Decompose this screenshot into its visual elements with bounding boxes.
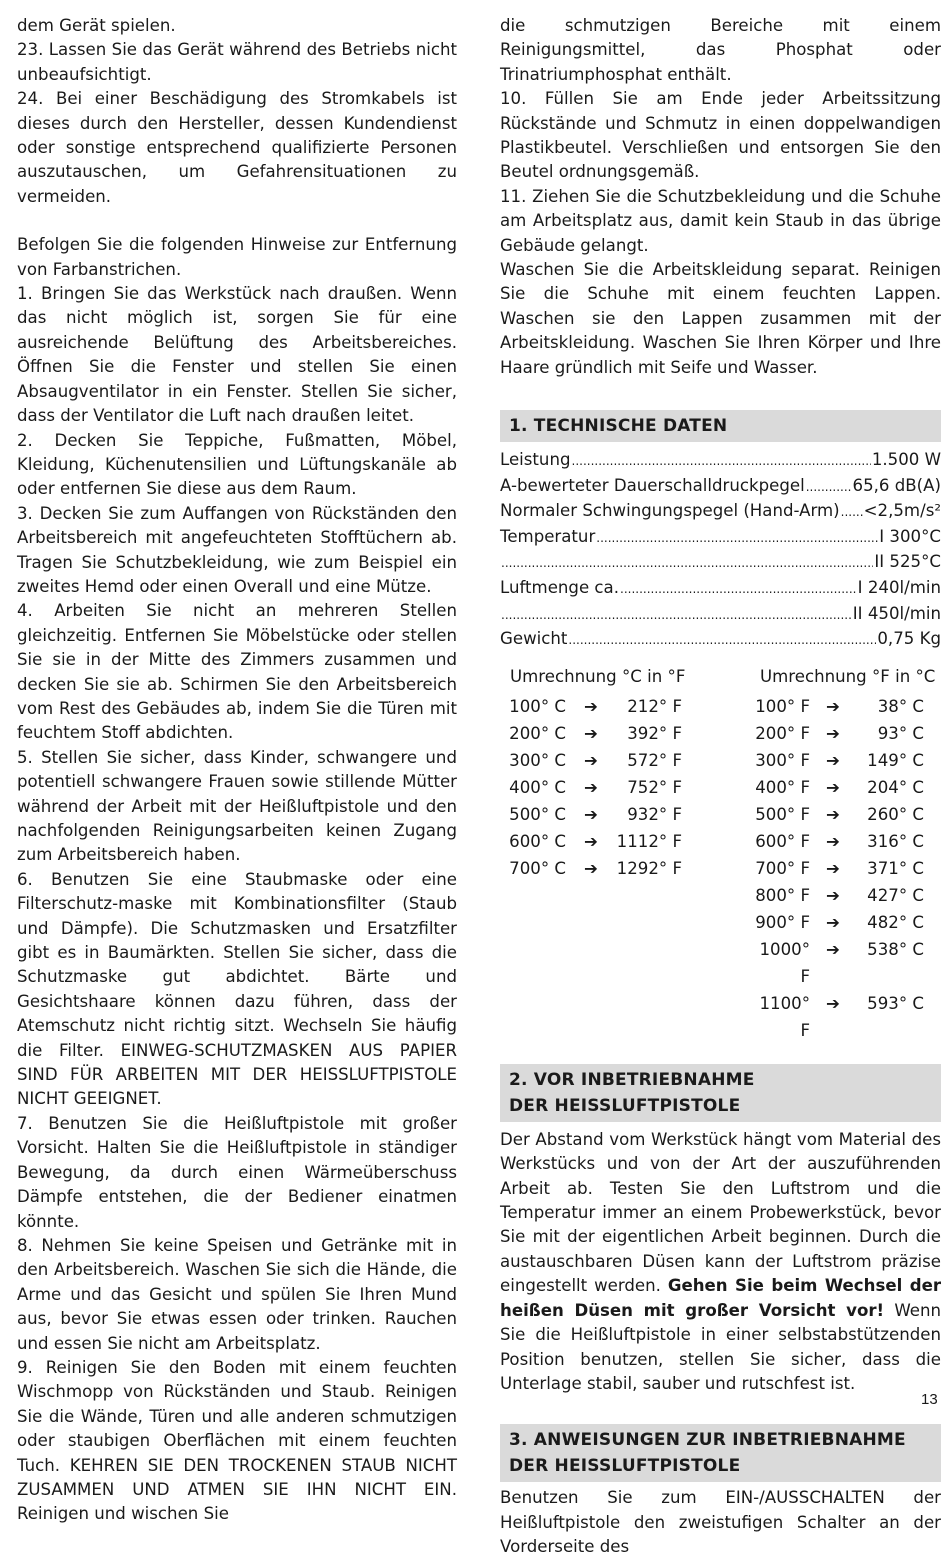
celsius-value: 371° C xyxy=(867,858,924,878)
spec-value: I 240l/min xyxy=(857,578,941,598)
fahrenheit-value: 900° F xyxy=(755,912,810,932)
paint-step-6: 6. Benutzen Sie eine Staubmaske oder eine Filterschutz-maske mit Kombinationsfilter (Staub und Dämpfe). Die Schutzmasken und Ersatzfilter gibt es in Baumärkten. Stellen Sie sicher, dass die Schutzmaske gut abdichtet. Bärte und Gesichtshaare können dazu führen, dass der Atemschutz nicht richtig sitzt. Wechseln Sie häufig die Filter. EINWEG-SCHUTZMASKEN AUS PAPIER SIND FÜR ARBEITEN MIT DER HEISSLUFTPISTOLE NICHT GEEIGNET. xyxy=(17,869,457,1109)
instruction-24: 24. Bei einer Beschädigung des Stromkabels ist dieses durch den Hersteller, dessen Kundendienst oder sonstige entsprechend qualifizierte Personen auszutauschen, um Gefahrensituationen zu vermeiden. xyxy=(17,89,457,206)
celsius-value: 482° C xyxy=(867,912,924,932)
conversion-row xyxy=(750,747,940,774)
section-2-text: Der Abstand vom Werkstück hängt vom Material des Werkstücks und von der Art der auszuführenden Arbeit ab. Testen Sie den Luftstrom und die Temperatur immer an einem Probewerkstück, bevor Sie mit der eigentlichen Arbeit beginnen. Durch die austauschbaren Düsen kann der Luftstrom präzise eingestellt werden. Gehen Sie beim Wechsel der heißen Düsen mit großer Vorsicht vor! Wenn Sie die Heißluftpistole in einer selbstabstützenden Position benutzen, stellen Sie sicher, dass die Unterlage stabil, sauber und rutschfest ist. xyxy=(500,1129,942,1393)
celsius-value: 38° C xyxy=(877,696,924,716)
spec-row xyxy=(500,499,941,525)
conversion-title: Umrechnung °F in °C xyxy=(760,666,936,686)
section-3-text: Benutzen Sie zum EIN-/AUSSCHALTEN der Heißluftpistole den zweistufigen Schalter an der Vorderseite des xyxy=(500,1488,941,1557)
celsius-value: 538° C xyxy=(867,939,924,959)
spec-row xyxy=(500,525,941,551)
arrow-icon: ➔ xyxy=(826,750,840,770)
arrow-icon: ➔ xyxy=(584,858,598,878)
paint-step-11: 11. Ziehen Sie die Schutzbekleidung und die Schuhe am Arbeitsplatz aus, damit kein Staub in das übrige Gebäude gelangt. xyxy=(500,186,941,255)
fahrenheit-value: 200° F xyxy=(755,723,810,743)
conversion-tables xyxy=(500,665,941,1044)
spec-value: <2,5m/s² xyxy=(863,501,941,521)
celsius-value: 149° C xyxy=(867,750,924,770)
fahrenheit-value: 1100° F xyxy=(759,993,810,1040)
fahrenheit-value: 572° F xyxy=(627,750,682,770)
conversion-title: Umrechnung °C in °F xyxy=(510,666,686,686)
conversion-row xyxy=(500,774,750,801)
celsius-value: 600° C xyxy=(509,831,566,851)
spec-name: Temperatur xyxy=(500,526,596,546)
arrow-icon: ➔ xyxy=(826,696,840,716)
paragraph-gap xyxy=(17,209,457,233)
conversion-row xyxy=(500,693,750,720)
section-3-heading-line2: DER HEISSLUFTPISTOLE xyxy=(509,1456,741,1477)
paint-step-9-continued: die schmutzigen Bereiche mit einem Reinigungsmittel, das Phosphat oder Trinatriumphosphat enthält. xyxy=(500,16,941,84)
arrow-icon: ➔ xyxy=(826,912,840,932)
celsius-value: 300° C xyxy=(509,750,566,770)
arrow-icon: ➔ xyxy=(584,804,598,824)
arrow-icon: ➔ xyxy=(826,885,840,905)
conversion-row xyxy=(500,828,750,855)
washing-note: Waschen Sie die Arbeitskleidung separat. Reinigen Sie die Schuhe mit einem feuchten Lappen. Waschen sie den Lappen zusammen mit der Arbeitskleidung. Waschen Sie Ihren Körper und Ihre Haare gründlich mit Seife und Wasser. xyxy=(500,260,941,377)
spec-value: II 525°C xyxy=(874,552,941,572)
page-number: 13 xyxy=(921,1391,938,1408)
celsius-value: 100° C xyxy=(509,696,566,716)
fahrenheit-value: 700° F xyxy=(755,858,810,878)
section-2-heading xyxy=(500,1064,941,1122)
fahrenheit-value: 1000° F xyxy=(759,939,810,986)
arrow-icon: ➔ xyxy=(584,696,598,716)
arrow-icon: ➔ xyxy=(826,804,840,824)
conversion-row xyxy=(750,882,940,909)
spec-name: Normaler Schwingungspegel (Hand-Arm) xyxy=(500,501,840,521)
fahrenheit-value: 392° F xyxy=(627,723,682,743)
conversion-row xyxy=(750,936,940,990)
right-column xyxy=(500,14,941,1560)
paint-step-10: 10. Füllen Sie am Ende jeder Arbeitssitzung Rückstände und Schmutz in einen doppelwandigen Plastikbeutel. Verschließen und entsorgen Sie den Beutel ordnungsgemäß. xyxy=(500,89,941,182)
arrow-icon: ➔ xyxy=(584,831,598,851)
fahrenheit-value: 212° F xyxy=(627,696,682,716)
arrow-icon: ➔ xyxy=(826,858,840,878)
fahrenheit-value: 1292° F xyxy=(616,858,682,878)
conversion-row xyxy=(750,693,940,720)
celsius-value: 700° C xyxy=(509,858,566,878)
section-2-heading-line1: 2. VOR INBETRIEBNAHME xyxy=(509,1069,755,1090)
section-1-heading: 1. TECHNISCHE DATEN xyxy=(500,410,941,442)
conversion-row xyxy=(500,720,750,747)
left-column xyxy=(17,14,457,1527)
section-2-heading-line2: DER HEISSLUFTPISTOLE xyxy=(509,1095,741,1116)
arrow-icon: ➔ xyxy=(584,777,598,797)
fahrenheit-value: 500° F xyxy=(755,804,810,824)
instruction-23: 23. Lassen Sie das Gerät während des Betriebs nicht unbeaufsichtigt. xyxy=(17,40,457,84)
conversion-row xyxy=(750,855,940,882)
conversion-row xyxy=(750,828,940,855)
spec-name: Leistung xyxy=(500,450,571,470)
celsius-value: 93° C xyxy=(877,723,924,743)
conversion-row xyxy=(750,909,940,936)
spec-value: 1.500 W xyxy=(871,450,941,470)
conversion-row xyxy=(750,801,940,828)
celsius-value: 316° C xyxy=(867,831,924,851)
fahrenheit-value: 800° F xyxy=(755,885,810,905)
fahrenheit-value: 300° F xyxy=(755,750,810,770)
paragraph-continued: dem Gerät spielen. xyxy=(17,16,176,35)
paint-step-2: 2. Decken Sie Teppiche, Fußmatten, Möbel, Kleidung, Küchenutensilien und Lüftungskanäle ab oder entfernen Sie diese aus dem Raum. xyxy=(17,430,457,499)
spec-name: Luftmenge ca. xyxy=(500,578,619,598)
arrow-icon: ➔ xyxy=(826,723,840,743)
fahrenheit-value: 100° F xyxy=(755,696,810,716)
arrow-icon: ➔ xyxy=(584,750,598,770)
spec-value: I 300°C xyxy=(879,526,941,546)
celsius-value: 427° C xyxy=(867,885,924,905)
celsius-value: 204° C xyxy=(867,777,924,797)
spec-row xyxy=(500,474,941,500)
paint-step-7: 7. Benutzen Sie die Heißluftpistole mit großer Vorsicht. Halten Sie die Heißluftpistole in ständiger Bewegung, da durch einen Wärmeüberschuss Dämpfe entstehen, die der Bediener einatmen könnte. xyxy=(17,1113,457,1231)
paint-step-3: 3. Decken Sie zum Auffangen von Rückständen den Arbeitsbereich mit angefeuchteten Stofftüchern ab. Tragen Sie Schutzbekleidung, wie zum Beispiel ein zweites Hemd oder einen Overall und eine Mütze. xyxy=(17,503,457,596)
fahrenheit-value: 932° F xyxy=(627,804,682,824)
arrow-icon: ➔ xyxy=(826,993,840,1013)
arrow-icon: ➔ xyxy=(826,777,840,797)
fahrenheit-to-celsius-table xyxy=(750,665,940,1044)
arrow-icon: ➔ xyxy=(826,939,840,959)
conversion-row xyxy=(500,855,750,882)
spec-row xyxy=(500,550,941,576)
conversion-row xyxy=(750,720,940,747)
spec-value: 65,6 dB(A) xyxy=(852,475,941,495)
paint-removal-intro: Befolgen Sie die folgenden Hinweise zur Entfernung von Farbanstrichen. xyxy=(17,235,457,279)
conversion-row xyxy=(500,747,750,774)
section-3-heading-line1: 3. ANWEISUNGEN ZUR INBETRIEBNAHME xyxy=(509,1430,906,1451)
spec-list xyxy=(500,448,941,653)
section-2-warning: Gehen Sie beim Wechsel der heißen Düsen mit großer Vorsicht vor! xyxy=(500,1276,942,1320)
celsius-to-fahrenheit-table xyxy=(500,665,750,1044)
spec-row xyxy=(500,602,941,628)
arrow-icon: ➔ xyxy=(826,831,840,851)
paint-step-4: 4. Arbeiten Sie nicht an mehreren Stellen gleichzeitig. Entfernen Sie Möbelstücke oder stellen Sie sie in der Mitte des Zimmers zusammen und decken Sie sie ab. Schirmen Sie den Arbeitsbereich vom Rest des Gebäudes ab, indem Sie die Türen mit feuchtem Stoff abdichten. xyxy=(17,601,457,743)
celsius-value: 500° C xyxy=(509,804,566,824)
paint-step-8: 8. Nehmen Sie keine Speisen und Getränke mit in den Arbeitsbereich. Waschen Sie sich die Hände, die Arme und das Gesicht und spülen Sie Ihren Mund aus, bevor Sie etwas essen oder trinken. Rauchen und essen Sie nicht am Arbeitsplatz. xyxy=(17,1235,457,1353)
spec-row xyxy=(500,627,941,653)
fahrenheit-value: 1112° F xyxy=(616,831,682,851)
paint-step-9: 9. Reinigen Sie den Boden mit einem feuchten Wischmopp von Rückständen und Staub. Reinigen Sie die Wände, Türen und alle anderen schmutzigen oder staubigen Oberflächen mit einem feuchten Tuch. KEHREN SIE DEN TROCKENEN STAUB NICHT ZUSAMMEN UND ATMEN SIE IHN NICHT EIN. Reinigen und wischen Sie xyxy=(17,1357,457,1524)
conversion-row xyxy=(500,801,750,828)
spec-row xyxy=(500,448,941,474)
conversion-row xyxy=(750,774,940,801)
fahrenheit-value: 400° F xyxy=(755,777,810,797)
spec-value: 0,75 Kg xyxy=(877,629,941,649)
celsius-value: 593° C xyxy=(867,993,924,1013)
spec-value: II 450l/min xyxy=(852,603,941,623)
fahrenheit-value: 600° F xyxy=(755,831,810,851)
paint-step-1: 1. Bringen Sie das Werkstück nach draußen. Wenn das nicht möglich ist, sorgen Sie für eine ausreichende Belüftung des Arbeitsbereiches. Öffnen Sie die Fenster und stellen Sie einen Absaugventilator in ein Fenster. Stellen Sie sicher, dass der Ventilator die Luft nach draußen leitet. xyxy=(17,284,457,426)
celsius-value: 200° C xyxy=(509,723,566,743)
section-3-heading xyxy=(500,1424,941,1482)
paint-step-5: 5. Stellen Sie sicher, dass Kinder, schwangere und potentiell schwangere Frauen sowie stillende Mütter während der Arbeit mit der Heißluftpistole und den nachfolgenden Reinigungsarbeiten keinen Zugang zum Arbeitsbereich haben. xyxy=(17,747,457,865)
celsius-value: 400° C xyxy=(509,777,566,797)
spec-name: A-bewerteter Dauerschalldruckpegel xyxy=(500,475,805,495)
arrow-icon: ➔ xyxy=(584,723,598,743)
conversion-row xyxy=(750,990,940,1044)
spec-row xyxy=(500,576,941,602)
fahrenheit-value: 752° F xyxy=(627,777,682,797)
spec-name: Gewicht xyxy=(500,629,568,649)
celsius-value: 260° C xyxy=(867,804,924,824)
